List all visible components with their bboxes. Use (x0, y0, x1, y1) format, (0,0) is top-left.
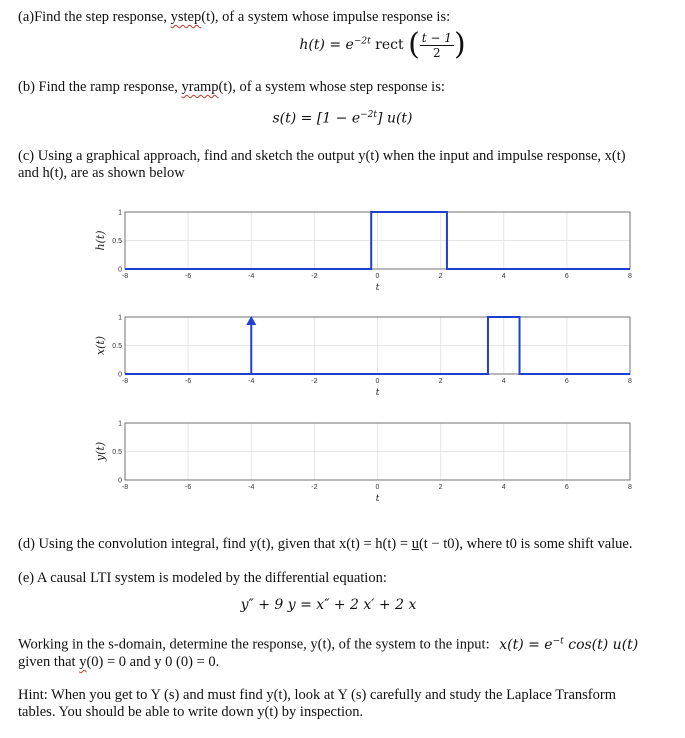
x-tick-0-2: -4 (248, 273, 255, 280)
x-tick-0-8: 8 (628, 273, 632, 280)
part-e-input-exp: −t (552, 636, 564, 646)
y-tick-0-0: 0 (118, 266, 122, 274)
part-a-equation: $h(t) = e^{-2t}$ rect ( $\frac{t - 1}{2}$ ) (299, 27, 466, 62)
x-tick-2-8: 8 (628, 484, 632, 491)
x-tick-1-0: -8 (121, 378, 129, 385)
x-tick-1-3: -2 (311, 378, 318, 385)
y-tick-0-2: 1 (118, 209, 122, 217)
part-a-suffix: (t), of a system whose impulse response is: (201, 9, 451, 25)
part-d-statement (18, 536, 633, 553)
part-c-line2: and h(t), are as shown below (18, 165, 185, 181)
x-tick-0-4: 0 (375, 273, 380, 280)
y-axis-label-0: h(t) (94, 230, 107, 251)
part-b-prefix: (b) Find the ramp response, (18, 79, 182, 95)
part-a-eq-lhs: h(t) = e (299, 37, 354, 53)
x-tick-1-4: 0 (375, 378, 380, 385)
part-b-eq-exp: −2t (360, 110, 378, 120)
y-tick-1-2: 1 (118, 314, 122, 322)
part-e-given (18, 654, 219, 671)
x-tick-0-0: -8 (121, 273, 129, 280)
x-tick-2-5: 2 (438, 484, 443, 491)
x-tick-0-5: 2 (438, 273, 443, 280)
x-tick-1-5: 2 (438, 378, 443, 385)
part-b-eq-rhs: ] u(t) (377, 110, 413, 127)
x-tick-0-1: -6 (185, 273, 192, 280)
part-e-given-suffix: (0) = 0 and y 0 (0) = 0. (86, 654, 220, 670)
part-a-eq-exp: −2t (353, 36, 371, 47)
part-b-suffix: (t), of a system whose step response is: (218, 79, 445, 95)
part-c-line1: (c) Using a graphical approach, find and sketch the output y(t) when the input and impulse response, x(t) (18, 148, 626, 164)
x-tick-1-8: 8 (628, 378, 632, 385)
x-tick-2-0: -8 (121, 484, 129, 491)
y-tick-2-2: 1 (118, 420, 122, 428)
x-tick-2-2: -4 (248, 484, 255, 491)
y-tick-2-0: 0 (118, 477, 122, 485)
part-e-given-y: y (79, 654, 87, 670)
part-a-ystep: ystep (170, 9, 202, 25)
part-d-prefix: (d) Using the convolution integral, find y(t), given that x(t) = h(t) = (18, 536, 412, 552)
part-b-eq-lhs: s(t) = [1 − e (272, 110, 361, 127)
x-axis-label-2: t (375, 494, 380, 504)
part-e-working (18, 636, 638, 654)
part-a-frac-den: 2 (433, 45, 441, 60)
x-axis-label-1: t (375, 388, 380, 398)
x-tick-2-1: -6 (185, 484, 192, 491)
x-tick-2-7: 6 (564, 484, 569, 491)
x-tick-2-4: 0 (375, 484, 380, 491)
x-tick-0-3: -2 (311, 273, 318, 280)
y-tick-1-1: 0.5 (112, 343, 122, 350)
part-e-given-prefix: given that (18, 654, 80, 670)
x-tick-1-2: -4 (248, 378, 255, 385)
x-tick-0-6: 4 (501, 273, 506, 280)
x-tick-1-6: 4 (501, 378, 506, 385)
part-a-prefix: (a)Find the step response, (18, 9, 171, 25)
part-d-suffix: (t − t0), where t0 is some shift value. (418, 536, 633, 552)
part-b-yramp: yramp (181, 79, 219, 95)
part-e-work-prefix: Working in the s-domain, determine the response, y(t), of the system to the input: (18, 636, 490, 653)
part-d-u: u (411, 536, 419, 552)
y-tick-0-1: 0.5 (112, 238, 122, 245)
y-axis-label-1: x(t) (94, 335, 107, 356)
part-e-line1: (e) A causal LTI system is modeled by the differential equation: (18, 570, 387, 586)
part-a-frac-num: t − 1 (421, 30, 452, 45)
part-e-input-rhs: cos(t) u(t) (563, 636, 639, 653)
part-e-input-lhs: x(t) = e (499, 636, 553, 653)
y-tick-1-0: 0 (118, 371, 122, 379)
x-tick-1-7: 6 (564, 378, 569, 385)
part-e-eq: y″ + 9 y = x″ + 2 x′ + 2 x (240, 597, 417, 613)
part-e-hint2: tables. You should be able to write down y(t) by inspection. (18, 704, 364, 720)
part-e-diff-equation (0, 597, 671, 613)
part-a-eq-rect: rect (370, 37, 409, 53)
x-axis-label-0: t (375, 283, 380, 293)
x-tick-0-7: 6 (564, 273, 569, 280)
x-tick-2-6: 4 (501, 484, 506, 491)
x-tick-2-3: -2 (311, 484, 318, 491)
x-tick-1-1: -6 (185, 378, 192, 385)
part-e-hint1: Hint: When you get to Y (s) and must find y(t), look at Y (s) carefully and study the Laplace Transform (18, 687, 616, 703)
y-axis-label-2: y(t) (94, 441, 107, 462)
y-tick-2-1: 0.5 (112, 449, 122, 456)
